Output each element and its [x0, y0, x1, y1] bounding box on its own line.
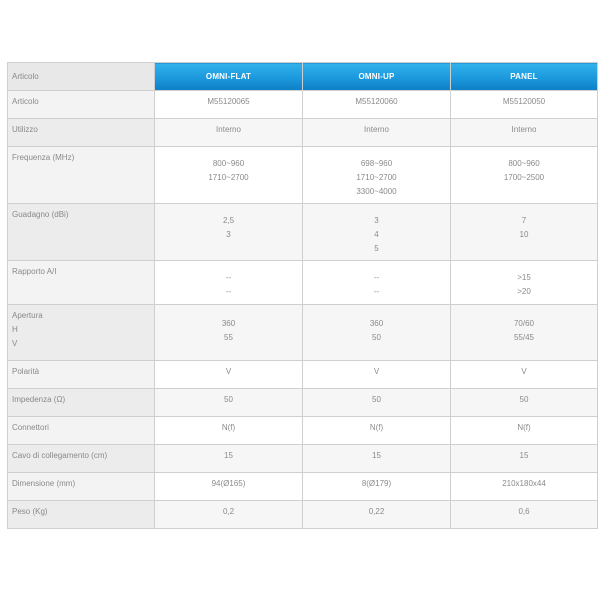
value-cell	[451, 417, 598, 445]
value-cell	[303, 204, 451, 261]
value-cell	[155, 204, 303, 261]
row-label-line: Polarità	[12, 367, 40, 376]
value-line: M55120060	[355, 97, 398, 106]
value-cell	[155, 305, 303, 361]
table-row	[8, 389, 598, 417]
value-cell	[155, 501, 303, 529]
row-label-line: Articolo	[12, 97, 39, 106]
value-line: --	[373, 287, 380, 296]
table-row	[8, 501, 598, 529]
value-cell	[155, 91, 303, 119]
value-line: 55/45	[513, 333, 535, 342]
value-line: 10	[519, 230, 529, 239]
row-label	[8, 261, 155, 305]
header-product-panel: PANEL	[451, 63, 598, 91]
value-cell	[451, 91, 598, 119]
row-label-line: Rapporto A/I	[12, 267, 57, 276]
value-line: --	[225, 273, 232, 282]
value-line: V	[521, 367, 527, 376]
value-cell	[303, 119, 451, 147]
value-line: 94(Ø165)	[211, 479, 246, 488]
row-label	[8, 119, 155, 147]
value-cell	[451, 473, 598, 501]
table-row	[8, 261, 598, 305]
table-row	[8, 361, 598, 389]
table-row	[8, 445, 598, 473]
value-line: 3	[374, 216, 379, 225]
value-line: >15	[517, 273, 531, 282]
spec-table-container	[7, 62, 597, 529]
value-cell	[451, 445, 598, 473]
row-label	[8, 389, 155, 417]
row-label	[8, 147, 155, 204]
value-line: 5	[374, 244, 379, 253]
value-line: 0,22	[368, 507, 385, 516]
value-cell	[303, 445, 451, 473]
row-label	[8, 445, 155, 473]
value-line: 1700~2500	[503, 173, 545, 182]
value-cell	[303, 91, 451, 119]
value-line: Interno	[364, 125, 389, 134]
value-cell	[155, 361, 303, 389]
value-line: 1710~2700	[356, 173, 397, 182]
value-line: N(f)	[369, 423, 384, 432]
value-line: 50	[372, 395, 381, 404]
value-line: 3	[226, 230, 231, 239]
value-line: 55	[224, 333, 233, 342]
table-header-row	[8, 63, 598, 91]
table-row	[8, 119, 598, 147]
row-label	[8, 501, 155, 529]
value-line: 360	[221, 319, 236, 328]
value-line: 0,6	[518, 507, 530, 516]
row-label	[8, 305, 155, 361]
row-label-line: V	[12, 339, 18, 348]
row-label	[8, 361, 155, 389]
table-row	[8, 417, 598, 445]
header-product-omni-flat: OMNI-FLAT	[155, 63, 303, 91]
value-cell	[303, 417, 451, 445]
value-cell	[451, 361, 598, 389]
table-body	[8, 91, 598, 529]
value-line: --	[373, 273, 380, 282]
value-line: 800~960	[212, 159, 245, 168]
value-line: 50	[224, 395, 233, 404]
value-cell	[303, 305, 451, 361]
row-label-line: Connettori	[12, 423, 49, 432]
value-cell	[155, 445, 303, 473]
value-cell	[451, 204, 598, 261]
table-row	[8, 204, 598, 261]
value-line: Interno	[511, 125, 537, 134]
row-label	[8, 417, 155, 445]
value-cell	[451, 389, 598, 417]
product-spec-table	[7, 62, 598, 529]
value-line: 3300~4000	[356, 187, 397, 196]
row-label-line: Cavo di collegamento (cm)	[12, 451, 108, 460]
value-line: 15	[519, 451, 529, 460]
header-label-cell: Articolo	[8, 63, 155, 91]
value-cell	[155, 119, 303, 147]
value-line: N(f)	[517, 423, 531, 432]
row-label-line: Guadagno (dBi)	[12, 210, 69, 219]
row-label-line: Impedenza (Ω)	[12, 395, 66, 404]
value-line: 50	[519, 395, 529, 404]
row-label-line: H	[12, 325, 18, 334]
value-cell	[155, 389, 303, 417]
value-cell	[303, 361, 451, 389]
value-line: 800~960	[508, 159, 540, 168]
table-row	[8, 147, 598, 204]
value-line: 698~960	[360, 159, 393, 168]
value-line: M55120050	[502, 97, 546, 106]
value-line: M55120065	[207, 97, 250, 106]
value-line: 0,2	[222, 507, 235, 516]
header-product-omni-up: OMNI-UP	[303, 63, 451, 91]
value-line: >20	[517, 287, 531, 296]
value-line: 2,5	[222, 216, 235, 225]
value-line: V	[373, 367, 380, 376]
value-line: 4	[374, 230, 379, 239]
value-line: 50	[372, 333, 381, 342]
value-cell	[303, 473, 451, 501]
row-label	[8, 204, 155, 261]
value-line: 15	[224, 451, 233, 460]
value-line: --	[225, 287, 232, 296]
table-row	[8, 305, 598, 361]
row-label	[8, 473, 155, 501]
value-line: 210x180x44	[502, 479, 546, 488]
value-line: N(f)	[221, 423, 236, 432]
value-line: V	[225, 367, 232, 376]
value-cell	[451, 147, 598, 204]
value-line: Interno	[216, 125, 241, 134]
value-cell	[303, 147, 451, 204]
row-label-line: Frequenza (MHz)	[12, 153, 75, 162]
value-cell	[303, 501, 451, 529]
value-cell	[155, 261, 303, 305]
value-cell	[303, 389, 451, 417]
row-label	[8, 91, 155, 119]
row-label-line: Utilizzo	[12, 125, 38, 134]
value-line: 1710~2700	[208, 173, 249, 182]
value-cell	[155, 147, 303, 204]
value-cell	[451, 261, 598, 305]
value-cell	[451, 305, 598, 361]
value-line: 7	[521, 216, 527, 225]
value-line: 70/60	[513, 319, 535, 328]
row-label-line: Dimensione (mm)	[12, 479, 76, 488]
value-line: 8(Ø179)	[361, 479, 392, 488]
table-row	[8, 91, 598, 119]
table-row	[8, 473, 598, 501]
value-line: 360	[369, 319, 384, 328]
value-cell	[155, 417, 303, 445]
value-cell	[451, 501, 598, 529]
row-label-line: Peso (Kg)	[12, 507, 48, 516]
value-cell	[155, 473, 303, 501]
value-cell	[451, 119, 598, 147]
value-line: 15	[372, 451, 381, 460]
value-cell	[303, 261, 451, 305]
row-label-line: Apertura	[12, 311, 43, 320]
